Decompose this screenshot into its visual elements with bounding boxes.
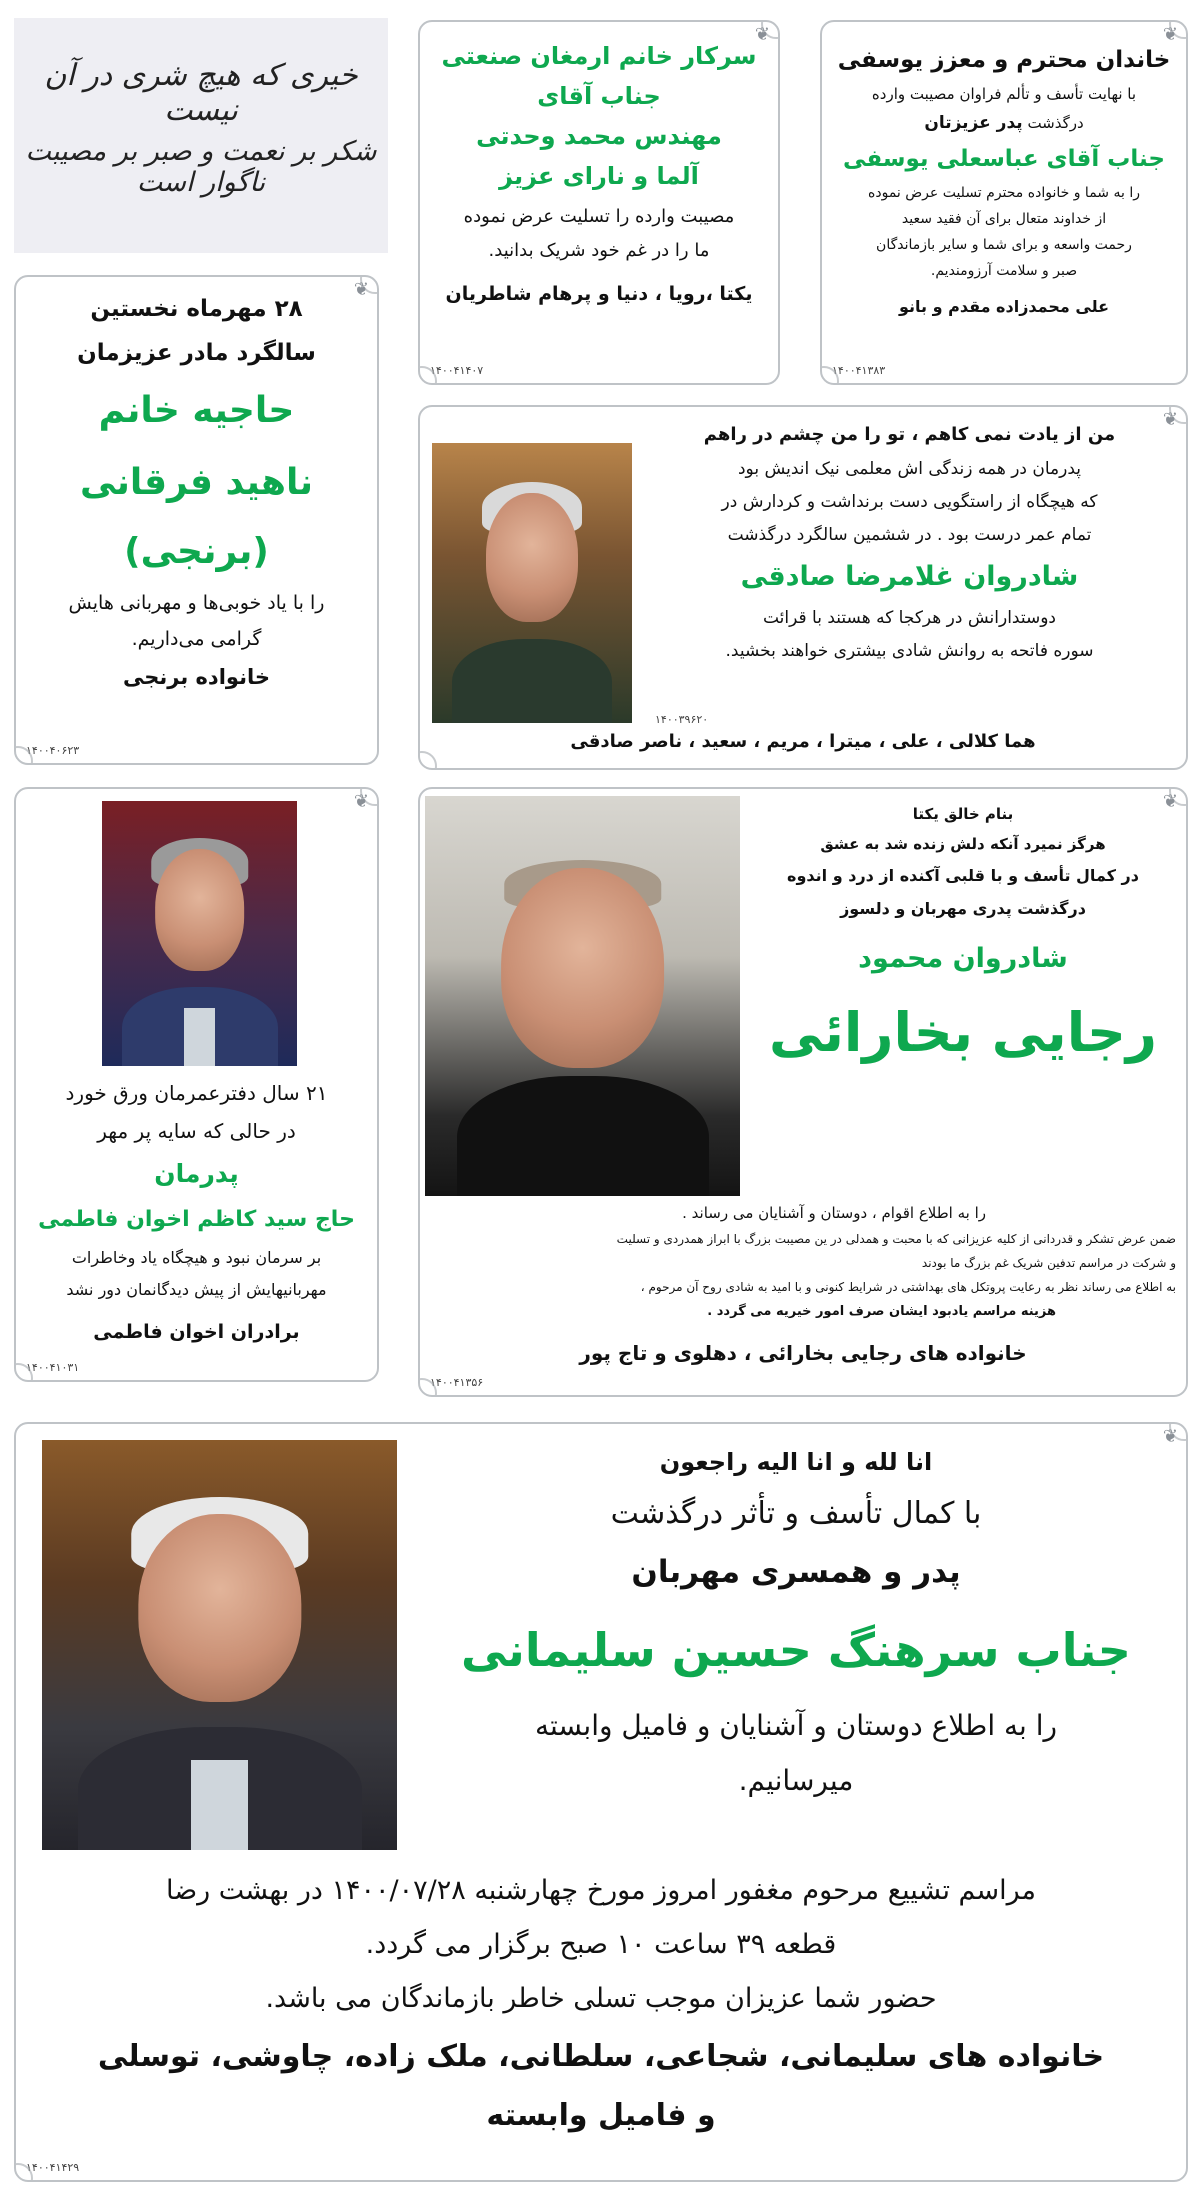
photo-body [452,639,612,723]
ad-line-part: پدر عزیزتان [924,113,1023,133]
photo-face [138,1514,301,1703]
ad-text [416,1438,1176,1808]
ad-line: گرامی می‌داریم. [131,628,262,650]
ornament-icon: ❦ [1162,791,1178,812]
ad-line-part: درگذشت [1027,114,1084,132]
ad-line: را به اطلاع اقوام ، دوستان و آشنایان می رساند . [682,1204,986,1222]
ad-line: جناب آقای عباسعلی یوسفی [843,146,1165,172]
ad-line: حضور شما عزیزان موجب تسلی خاطر بازماندگان می باشد. [265,1983,937,2014]
ad-code: ۱۴۰۰۴۱۳۵۶ [430,1376,484,1389]
portrait-photo [102,801,297,1066]
condolence-ad-soleimani [14,1422,1188,2182]
calligraphy-panel [14,18,388,253]
condolence-ad-arghavan [418,20,780,385]
ad-line: من از یادت نمی کاهم ، تو را من چشم در راهم [703,424,1116,445]
ad-line: (برنجی) [124,531,269,572]
ad-line: ناهید فرقانی [79,462,313,503]
ad-text [26,287,367,697]
ad-line: پدر و همسری مهربان [631,1554,961,1590]
ad-line: جناب آقای [537,82,661,110]
ad-line: مراسم تشییع مرحوم مغفور امروز مورخ چهارشنبه ۱۴۰۰/۰۷/۲۸ در بهشت رضا [165,1875,1037,1906]
photo-face [155,849,245,971]
ornament-icon: ❦ [1162,1426,1178,1447]
ad-line: حاجیه خانم [98,390,295,431]
calligraphy-line-2: شکر بر نعمت و صبر بر مصیبت ناگوار است [25,136,377,198]
ad-line: هزینه مراسم یادبود ایشان صرف امور خیریه می گردد . [707,1304,1056,1319]
ad-line [26,1074,367,1112]
ad-line: سرکار خانم ارمغان صنعتی [441,42,757,70]
ad-line: سالگرد مادر عزیزمان [77,340,316,366]
ad-line: قطعه ۳۹ ساعت ۱۰ صبح برگزار می گردد. [365,1929,837,1960]
ad-line: مهندس محمد وحدتی [476,122,722,150]
ad-code: ۱۴۰۰۳۹۶۲۰ [655,713,709,726]
ad-code: ۱۴۰۰۴۱۳۸۳ [832,364,886,377]
ad-line: حاج سید کاظم اخوان فاطمی [38,1207,355,1232]
ad-line: را به شما و خانواده محترم تسلیت عرض نموده [868,185,1140,201]
ad-line: رحمت واسعه و برای شما و سایر بازماندگان [876,237,1132,253]
portrait-photo [432,443,632,723]
ad-line: مصیبت وارده را تسلیت عرض نموده [463,206,735,227]
ad-signature: برادران اخوان فاطمی [93,1321,300,1343]
ad-text [750,799,1176,1079]
ad-code: ۱۴۰۰۴۱۰۳۱ [26,1361,80,1374]
ad-code: ۱۴۰۰۴۱۴۲۹ [26,2161,80,2174]
anniversary-ad-barenji [14,275,379,765]
ad-text [430,36,768,312]
ad-line: در کمال تأسف و با قلبی آکنده از درد و اندوه [787,866,1139,885]
ad-signature: و فامیل وابسته [486,2098,716,2133]
ornament-icon: ❦ [1162,409,1178,430]
calligraphy-line-1: خیری که هیچ شری در آن نیست [44,58,358,128]
ad-line: شادروان محمود [858,943,1068,974]
ad-line: شادروان غلامرضا صادقی [740,561,1079,592]
ad-line: صبر و سلامت آرزومندیم. [930,263,1078,279]
photo-shirt [184,1008,215,1066]
ad-line: مهربانیهایش از پیش دیدگانمان دور نشد [66,1280,327,1299]
condolence-ad-bokharaei [418,787,1188,1397]
photo-body [457,1076,709,1196]
portrait-photo [42,1440,397,1850]
ad-line: میرسانیم. [738,1764,854,1797]
anniversary-ad-fatemi [14,787,379,1382]
ad-line: رجایی بخارائی [769,1001,1157,1064]
portrait-photo [425,796,740,1196]
ad-line: به اطلاع می رساند نظر به رعایت پروتکل های بهداشتی در شرایط کنونی و با امید به شادی روح آن مرحوم ، [640,1280,1176,1294]
ad-line: که هیچگاه از راستگویی دست برنداشت و کردارش در [721,492,1098,512]
ad-line: بنام خالق یکتا [912,805,1014,823]
ad-text [26,1074,367,1352]
ad-line: خاندان محترم و معزز یوسفی [837,47,1171,73]
ornament-icon: ❦ [353,279,369,300]
ad-line [832,108,1176,138]
ornament-icon: ❦ [353,791,369,812]
ad-signature: خانواده های رجایی بخارائی ، دهلوی و تاج پور [579,1341,1027,1365]
ad-text [645,417,1174,668]
ad-line: سوره فاتحه به روانش شادی بیشتری خواهند بخشید. [725,641,1094,661]
ad-line: هرگز نمیرد آنکه دلش زنده شد به عشق [820,835,1106,853]
photo-face [486,493,578,622]
ad-line: پدرمان [154,1159,239,1188]
ad-line: در حالی که سایه پر مهر [97,1119,296,1143]
ad-signature: علی محمدزاده مقدم و بانو [898,297,1110,316]
ad-line: دوستدارانش در هرکجا که هستند با قرائت [762,608,1057,628]
ad-line: با نهایت تأسف و تألم فراوان مصیبت وارده [871,85,1137,103]
ad-code: ۱۴۰۰۴۱۴۰۷ [430,364,484,377]
ad-line-text: ۲۱ سال دفترعمرمان ورق خورد [65,1081,328,1105]
ad-line: ما را در غم خود شریک بدانید. [488,240,710,261]
ad-details [430,1199,1176,1375]
ad-line: از خداوند متعال برای آن فقید سعید [901,211,1107,227]
anniversary-ad-sadeghi [418,405,1188,770]
ad-line: را با یاد خوبی‌ها و مهربانی هایش [68,592,325,614]
ad-line: پدرمان در همه زندگی اش معلمی نیک اندیش بود [737,459,1082,479]
ad-text [832,40,1176,324]
ad-signature: هما کلالی ، علی ، میترا ، مریم ، سعید ، ناصر صادقی [570,731,1036,752]
ornament-icon: ❦ [754,24,770,45]
condolence-ad-yousefi [820,20,1188,385]
ad-details [32,1864,1170,2144]
ad-line: با کمال تأسف و تأثر درگذشت [610,1496,982,1531]
ad-line: انا لله و انا الیه راجعون [659,1448,933,1476]
ad-line: را به اطلاع دوستان و آشنایان و فامیل وابسته [534,1709,1058,1742]
photo-shirt [191,1760,248,1850]
ad-line: و شرکت در مراسم تدفین شریک غم بزرگ ما بودند [921,1256,1176,1270]
ad-signature: یکتا ،رویا ، دنیا و پرهام شاطریان [445,283,753,305]
ad-signature: خانواده برنجی [123,665,270,689]
ornament-icon: ❦ [1162,24,1178,45]
ad-line: بر سرمان نبود و هیچگاه یاد وخاطرات [71,1248,322,1267]
ad-line: آلما و نارای عزیز [499,162,699,190]
ad-code: ۱۴۰۰۴۰۶۲۳ [26,744,80,757]
ad-line: ۲۸ مهرماه نخستین [90,296,303,322]
photo-face [501,868,665,1068]
ad-line: درگذشت پدری مهربان و دلسوز [840,899,1086,918]
ad-signature: خانواده های سلیمانی، شجاعی، سلطانی، ملک زاده، چاوشی، توسلی [97,2039,1105,2074]
ad-line: ضمن عرض تشکر و قدردانی از کلیه عزیزانی که با محبت و همدلی در ین مصیبت بزرگ با ابراز همدردی و تسلیت [616,1232,1176,1246]
ad-line: جناب سرهنگ حسین سلیمانی [461,1623,1131,1677]
ad-line: تمام عمر درست بود . در ششمین سالگرد درگذشت [727,525,1092,545]
